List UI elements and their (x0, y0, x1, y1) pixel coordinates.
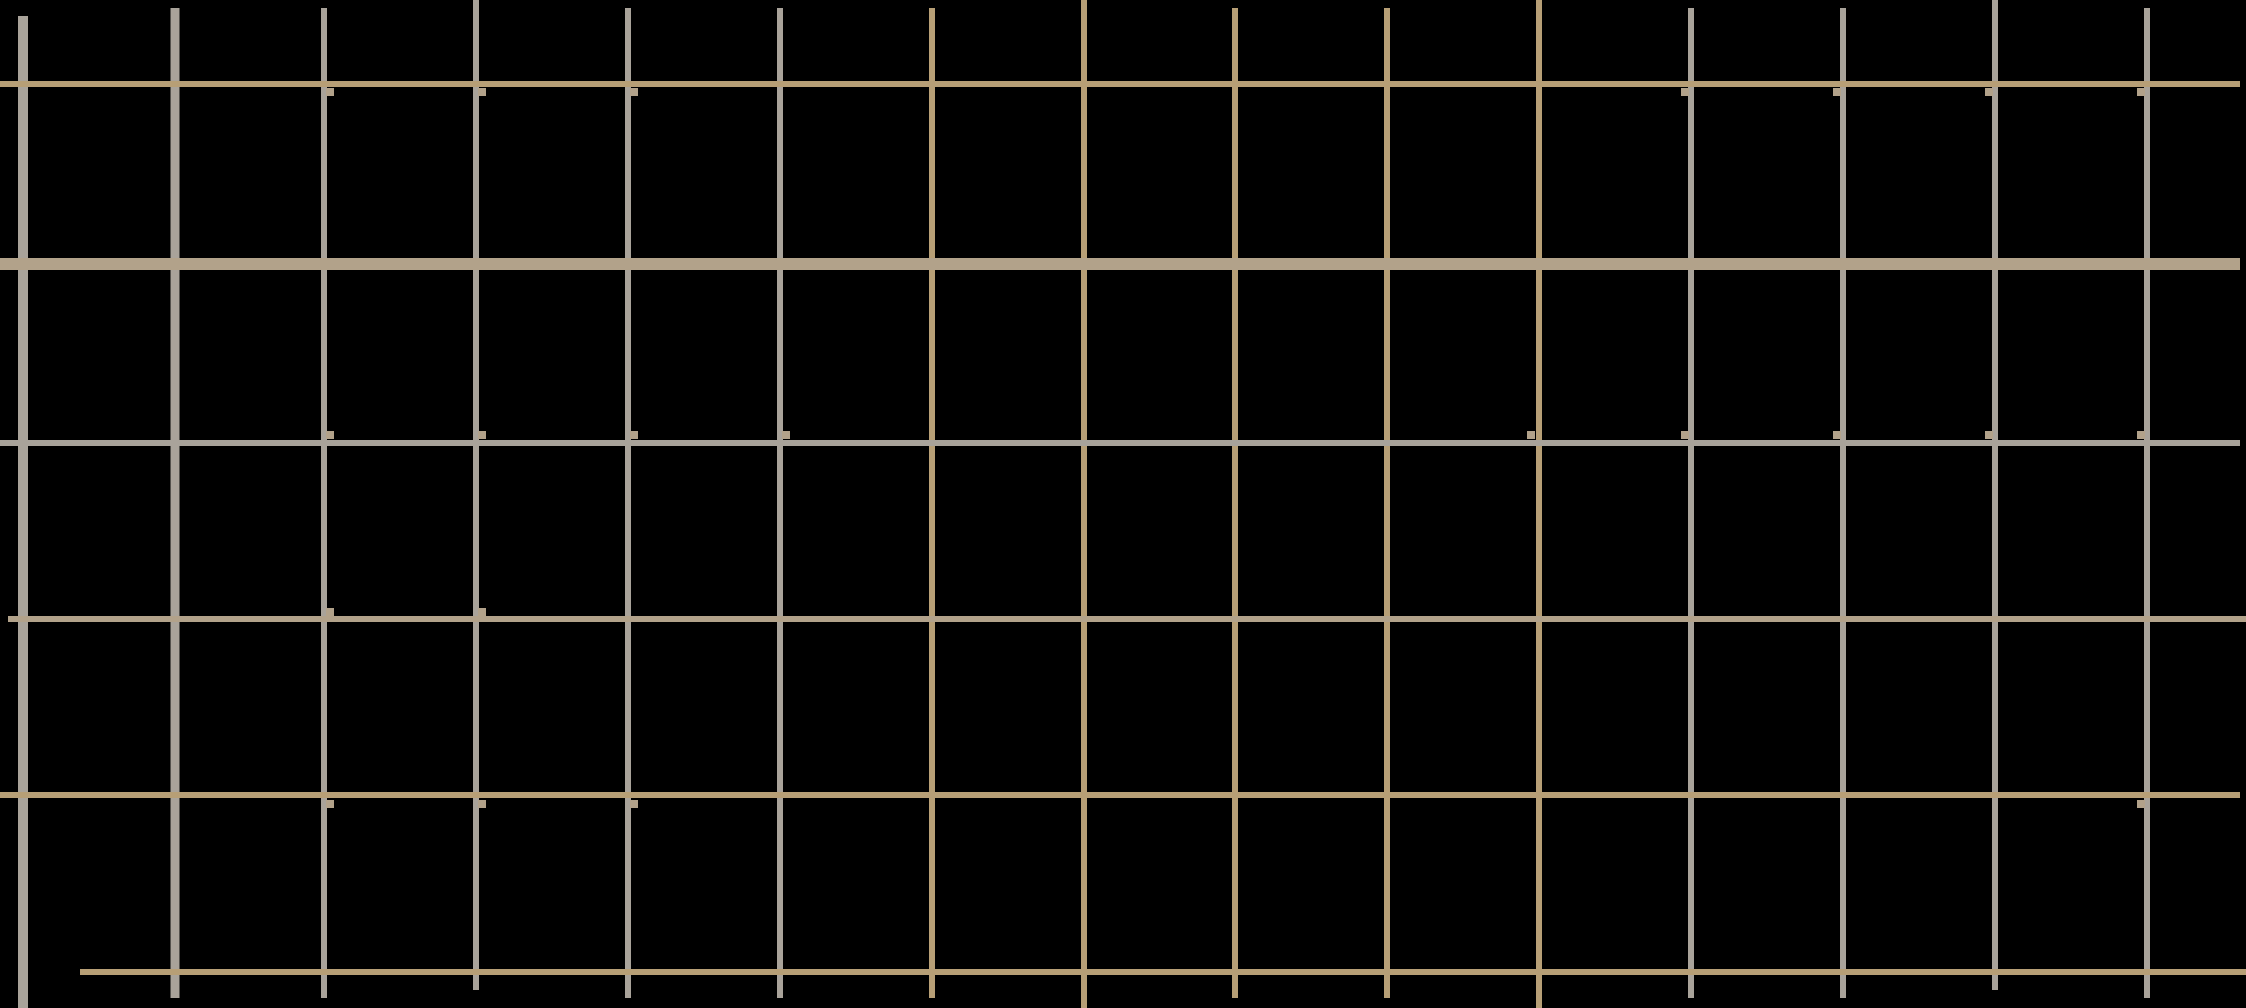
junction-mark-12 (1527, 431, 1535, 439)
junction-mark-22 (2137, 800, 2145, 808)
junction-mark-7 (2137, 88, 2145, 96)
junction-mark-20 (478, 800, 486, 808)
junction-mark-10 (630, 431, 638, 439)
horizontal-lines (0, 84, 2246, 972)
junction-mark-15 (1985, 431, 1993, 439)
junction-mark-13 (1681, 431, 1689, 439)
junction-mark-9 (478, 431, 486, 439)
junction-mark-17 (326, 608, 334, 616)
junction-mark-4 (1681, 88, 1689, 96)
vertical-lines (23, 0, 2147, 1008)
junction-mark-5 (1833, 88, 1841, 96)
junction-mark-21 (630, 800, 638, 808)
junction-mark-14 (1833, 431, 1841, 439)
junction-mark-2 (478, 88, 486, 96)
junction-mark-8 (326, 431, 334, 439)
junction-mark-3 (630, 88, 638, 96)
junction-mark-18 (478, 608, 486, 616)
junction-mark-1 (326, 88, 334, 96)
junction-mark-16 (2137, 431, 2145, 439)
junction-mark-6 (1985, 88, 1993, 96)
junction-mark-19 (326, 800, 334, 808)
junction-mark-11 (782, 431, 790, 439)
